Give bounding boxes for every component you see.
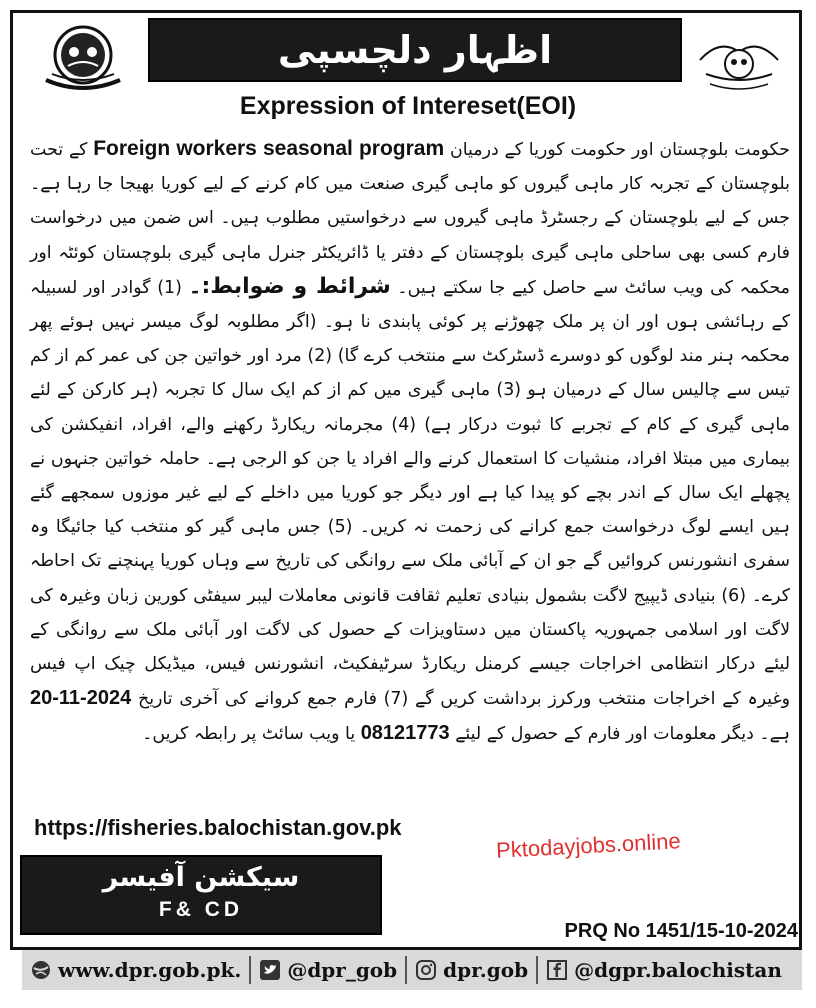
instagram-icon bbox=[415, 959, 437, 981]
website-link[interactable]: https://fisheries.balochistan.gov.pk bbox=[34, 815, 402, 840]
social-website[interactable] bbox=[22, 950, 249, 990]
social-twitter[interactable] bbox=[251, 950, 405, 990]
contact-text-1: ہے۔ دیگر معلومات اور فارم کے حصول کے لیئے bbox=[455, 724, 790, 745]
conditions-heading: شرائط و ضوابط:۔ bbox=[188, 273, 391, 299]
officer-title: سیکشن آفیسر bbox=[102, 862, 300, 893]
watermark: Pktodayjobs.online bbox=[495, 828, 682, 863]
officer-block bbox=[20, 855, 382, 935]
twitter-handle: @dpr_gob bbox=[287, 958, 398, 982]
page-title-english: Expression of Intereset(EOI) bbox=[239, 92, 577, 120]
seal-emblem-icon bbox=[38, 22, 128, 92]
deadline-date: 20-11-2024 bbox=[30, 687, 132, 710]
conditions-text: (1) گوادر اور لسبیلہ کے رہائشی ہوں اور ان پر ملک چھوڑنے پر کوئی پابندی نا ہو۔ (اگر مطلوبہ لوگ میسر نہیں ہوئے پھر محکمہ ہنر مند لوگوں کو دوسرے ڈسٹرکٹ سے منتخب کرے گا) (2) مرد اور خواتین جن کی عمر کم از کم تیس سے چالیس سال کے درمیان ہو (3) ماہی گیری میں کم از کم ایک سال کا تجربہ (ہر کارکن کے لئے ماہی گیری کے کام کے تجربے کا ثبوت درکار ہے) (4) مجرمانہ ریکارڈ رکھنے والے، افراد، انفیکشن کی بیماری میں مبتلا افراد، منشیات کا استعمال کرنے والے افراد یا جن کو الرجی ہے۔ حاملہ خواتین جنہوں نے پچھلے ایک سال کے اندر بچے کو پیدا کیا ہے اور دیگر جو کوریا میں داخلے کے لیے غیر موزوں سمجھے گئے ہیں ایسے لوگ درخواست جمع کرانے کی زحمت نہ کریں۔ (5) جس ماہی گیر کو منتخب کیا جائیگا وہ سفری انشورنس کروائیں گے جو ان کے آبائی ملک سے روانگی کی تاریخ سے وہاں کوریا پہنچنے تک احاطہ کرے۔ (6) بنیادی ڈیپیج لاگت بشمول بنیادی تعلیم ثقافت قانونی معاملات لیبر سیفٹی کورین زبان وغیرہ کی لاگت اور اسلامی جمہوریہ پاکستان میں دستاویزات کے حصول کی لاگت اور آبائی ملک سے روانگی کے لیئے درکار انتظامی اخراجات جیسے کرمنل ریکارڈ سرٹیفکیٹ، انشورنس فیس، میڈیکل چیک اپ فیس وغیرہ کے اخراجات منتخب ورکرز برداشت کریں گے (7) فارم جمع کروانے کی آخری تاریخ bbox=[30, 277, 791, 710]
website-handle: www.dpr.gob.pk. bbox=[58, 958, 242, 982]
contact-text-2: یا ویب سائٹ پر رابطہ کریں۔ bbox=[142, 724, 356, 745]
twitter-icon bbox=[259, 959, 281, 981]
intro-text-2: کے تحت بلوچستان کے تجربہ کار ماہی گیروں کو ماہی گیری صنعت میں کام کرنے کے لیے کوریا بھیجا جا رہا ہے۔ جس کے لیے بلوچستان کے رجسٹرڈ ماہی گیروں سے درخواستیں مطلوب ہیں۔ اس ضمن میں درخواست فارم کسی بھی ساحلی ماہی گیری بلوچستان کے دفتر یا ڈائریکٹر جنرل ماہی گیری بلوچستان کوئٹہ اور محکمہ کی ویب سائٹ سے حاصل کیے جا سکتے ہیں۔ bbox=[30, 140, 790, 298]
program-name: Foreign workers seasonal program bbox=[93, 137, 445, 160]
social-bar bbox=[22, 950, 802, 990]
social-instagram[interactable] bbox=[407, 950, 536, 990]
officer-department: F& CD bbox=[158, 898, 244, 921]
facebook-icon bbox=[546, 959, 568, 981]
title-banner bbox=[148, 18, 682, 82]
facebook-handle: @dgpr.balochistan bbox=[574, 958, 782, 982]
page-title-urdu: اظہار دلچسپی bbox=[277, 28, 553, 72]
social-facebook[interactable] bbox=[538, 950, 790, 990]
notice-body bbox=[30, 132, 790, 752]
instagram-handle: dpr.gob bbox=[443, 958, 529, 982]
prq-number: PRQ No 1451/15-10-2024 bbox=[564, 920, 798, 942]
balochistan-emblem-icon bbox=[690, 30, 788, 96]
contact-phone: 08121773 bbox=[360, 722, 450, 745]
intro-text-1: حکومت بلوچستان اور حکومت کوریا کے درمیان bbox=[449, 140, 791, 160]
globe-icon bbox=[30, 959, 52, 981]
